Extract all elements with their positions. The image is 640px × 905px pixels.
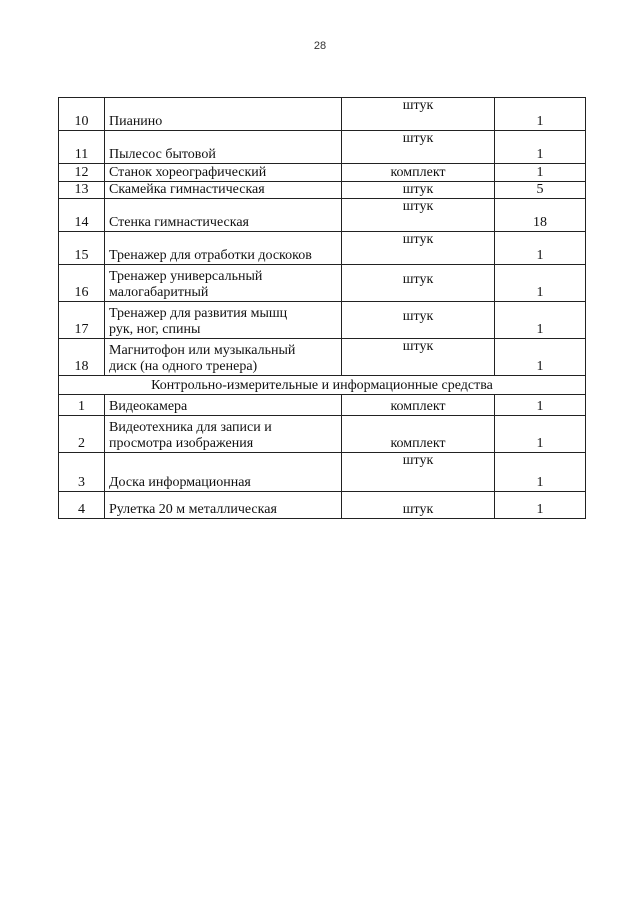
quantity: 18	[495, 199, 586, 232]
item-name	[105, 265, 342, 302]
item-name	[105, 339, 342, 376]
section-row	[59, 376, 586, 395]
quantity: 1	[495, 232, 586, 265]
item-name-line: Пианино	[109, 114, 163, 129]
quantity: 1	[495, 164, 586, 182]
item-name	[105, 232, 342, 265]
item-name	[105, 182, 342, 199]
table-row	[59, 164, 586, 182]
unit-of-measure: штук	[342, 453, 495, 492]
table-row	[59, 395, 586, 416]
table-row	[59, 416, 586, 453]
quantity: 1	[495, 302, 586, 339]
equipment-table	[58, 97, 586, 519]
row-number: 13	[59, 182, 105, 199]
quantity: 1	[495, 98, 586, 131]
table-row	[59, 339, 586, 376]
table-row	[59, 492, 586, 519]
row-number: 12	[59, 164, 105, 182]
row-number: 11	[59, 131, 105, 164]
item-name-line: Тренажер для развития мышц	[109, 306, 288, 321]
item-name-line: диск (на одного тренера)	[109, 359, 258, 374]
table-row	[59, 302, 586, 339]
unit-of-measure: штук	[342, 232, 495, 265]
item-name-line: Тренажер для отработки доскоков	[109, 248, 312, 263]
unit-of-measure: комплект	[342, 395, 495, 416]
table-row	[59, 453, 586, 492]
row-number: 10	[59, 98, 105, 131]
item-name	[105, 395, 342, 416]
unit-of-measure: штук	[342, 182, 495, 199]
row-number: 4	[59, 492, 105, 519]
unit-of-measure: комплект	[342, 164, 495, 182]
item-name	[105, 131, 342, 164]
item-name-line: Видеотехника для записи и	[109, 420, 272, 435]
row-number: 17	[59, 302, 105, 339]
table-row	[59, 199, 586, 232]
quantity: 1	[495, 339, 586, 376]
row-number: 2	[59, 416, 105, 453]
page-number: 28	[313, 40, 327, 52]
table-row	[59, 98, 586, 131]
item-name-line: малогабаритный	[109, 285, 209, 300]
item-name-line: Скамейка гимнастическая	[109, 182, 265, 197]
unit-of-measure: штук	[342, 265, 495, 302]
quantity: 1	[495, 453, 586, 492]
unit-of-measure: штук	[342, 98, 495, 131]
unit-of-measure: комплект	[342, 416, 495, 453]
quantity: 1	[495, 395, 586, 416]
item-name	[105, 416, 342, 453]
item-name	[105, 453, 342, 492]
section-title: Контрольно-измерительные и информационные средства	[59, 376, 586, 395]
item-name-line: Доска информационная	[109, 475, 251, 490]
quantity: 1	[495, 492, 586, 519]
row-number: 15	[59, 232, 105, 265]
row-number: 3	[59, 453, 105, 492]
item-name-line: Магнитофон или музыкальный	[109, 343, 296, 358]
quantity: 1	[495, 416, 586, 453]
row-number: 1	[59, 395, 105, 416]
unit-of-measure: штук	[342, 131, 495, 164]
table-row	[59, 265, 586, 302]
table-row	[59, 232, 586, 265]
item-name	[105, 302, 342, 339]
quantity: 1	[495, 131, 586, 164]
unit-of-measure: штук	[342, 302, 495, 339]
unit-of-measure: штук	[342, 199, 495, 232]
item-name-line: просмотра изображения	[109, 436, 254, 451]
unit-of-measure: штук	[342, 492, 495, 519]
item-name-line: Рулетка 20 м металлическая	[109, 502, 277, 517]
item-name	[105, 492, 342, 519]
item-name-line: рук, ног, спины	[109, 322, 201, 337]
item-name-line: Стенка гимнастическая	[109, 215, 249, 230]
item-name-line: Тренажер универсальный	[109, 269, 263, 284]
item-name-line: Станок хореографический	[109, 165, 267, 180]
quantity: 5	[495, 182, 586, 199]
row-number: 18	[59, 339, 105, 376]
item-name-line	[109, 459, 337, 475]
quantity: 1	[495, 265, 586, 302]
item-name	[105, 164, 342, 182]
row-number: 16	[59, 265, 105, 302]
equipment-table-body	[59, 98, 586, 519]
item-name-line: Пылесос бытовой	[109, 147, 216, 162]
table-row	[59, 131, 586, 164]
item-name	[105, 98, 342, 131]
unit-of-measure: штук	[342, 339, 495, 376]
table-row	[59, 182, 586, 199]
item-name	[105, 199, 342, 232]
item-name-line: Видеокамера	[109, 399, 188, 414]
row-number: 14	[59, 199, 105, 232]
